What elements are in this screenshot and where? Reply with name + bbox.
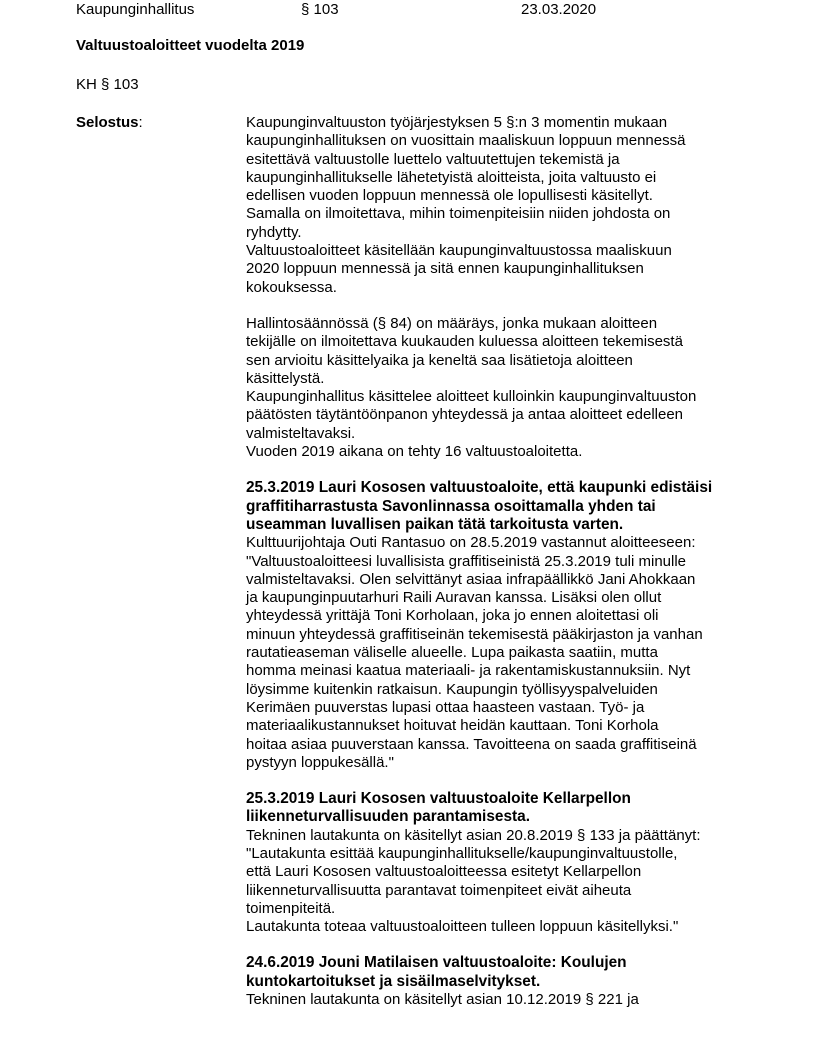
body-line: 2020 loppuun mennessä ja sitä ennen kaupunginhallituksen <box>246 260 644 278</box>
header-body: Kaupunginhallitus <box>76 1 195 18</box>
body-line: edellisen vuoden loppuun mennessä ole lopullisesti käsitellyt. <box>246 187 653 205</box>
body-line: Hallintosäännössä (§ 84) on määräys, jonka mukaan aloitteen <box>246 314 658 332</box>
body-line: päätösten täytäntöönpanon yhteydessä ja antaa aloitteet edelleen <box>246 406 684 424</box>
body-line: toimenpiteitä. <box>246 899 336 917</box>
body-line: Tekninen lautakunta on käsitellyt asian 10.12.2019 § 221 ja <box>246 991 639 1009</box>
body-line: Tekninen lautakunta on käsitellyt asian 20.8.2019 § 133 ja päättänyt: <box>246 826 701 844</box>
item-heading: graffitiharrastusta Savonlinnassa osoittamalla yhden tai <box>246 497 656 515</box>
item-heading: 25.3.2019 Lauri Kososen valtuustoaloite, että kaupunki edistäisi <box>246 479 713 497</box>
selostus-content <box>246 114 746 1009</box>
document-title: Valtuustoaloitteet vuodelta 2019 <box>76 37 305 54</box>
body-line: "Valtuustoaloitteesi luvallisista graffitiseinistä 25.3.2019 tuli minulle <box>246 552 687 570</box>
body-line: valmisteltavaksi. <box>246 424 356 442</box>
selostus-label-colon: : <box>138 114 143 131</box>
header-section: § 103 <box>301 1 339 18</box>
body-line: Kaupunginhallitus käsittelee aloitteet kulloinkin kaupunginvaltuuston <box>246 388 697 406</box>
item-heading: useamman luvallisen paikan tätä tarkoitusta varten. <box>246 515 624 533</box>
body-line: materiaalikustannukset hoituvat heidän kauttaan. Toni Korhola <box>246 717 659 735</box>
body-line: esitettävä valtuustolle luettelo valtuutettujen tekemistä ja <box>246 150 620 168</box>
body-line: Kulttuurijohtaja Outi Rantasuo on 28.5.2019 vastannut aloitteeseen: <box>246 534 696 552</box>
body-line: valmisteltavaksi. Olen selvittänyt asiaa infrapäällikkö Jani Ahokkaan <box>246 570 696 588</box>
body-line: rautatieaseman väliselle alueelle. Lupa paikasta saatiin, mutta <box>246 644 658 662</box>
section-reference: KH § 103 <box>76 76 139 93</box>
body-line: kaupunginhallitukselle lähetetyistä aloitteista, joita valtuusto ei <box>246 168 657 186</box>
body-line: hoitaa asiaa puuverstaan kanssa. Tavoitteena on saada graffitiseinä <box>246 735 697 753</box>
body-line: Samalla on ilmoitettava, mihin toimenpiteisiin niiden johdosta on <box>246 205 671 223</box>
body-line: liikenneturvallisuutta parantavat toimenpiteet eivät aiheuta <box>246 881 632 899</box>
body-line: homma meinasi kaatua materiaali- ja rakentamiskustannuksiin. Nyt <box>246 662 691 680</box>
body-line: tekijälle on ilmoitettava kuukauden kuluessa aloitteen tekemisestä <box>246 333 683 351</box>
body-line: Vuoden 2019 aikana on tehty 16 valtuustoaloitetta. <box>246 443 583 461</box>
body-line: löysimme kuitenkin ratkaisun. Kaupungin työllisyyspalveluiden <box>246 680 658 698</box>
body-line: Valtuustoaloitteet käsitellään kaupunginvaltuustossa maaliskuun <box>246 242 672 260</box>
selostus-label <box>76 114 143 131</box>
item-heading: kuntokartoitukset ja sisäilmaselvitykset. <box>246 972 541 990</box>
body-line: Kaupunginvaltuuston työjärjestyksen 5 §:n 3 momentin mukaan <box>246 114 668 131</box>
body-line: käsittelystä. <box>246 369 325 387</box>
body-line: sen arvioitu käsittelyaika ja keneltä saa lisätietoja aloitteen <box>246 351 633 369</box>
body-line: Lautakunta toteaa valtuustoaloitteen tulleen loppuun käsitellyksi." <box>246 918 679 936</box>
body-line: yhteydessä yrittäjä Toni Korholaan, joka jo ennen aloitettasi oli <box>246 607 659 625</box>
selostus-label-text: Selostus <box>76 114 139 131</box>
body-line: "Lautakunta esittää kaupunginhallitukselle/kaupunginvaltuustolle, <box>246 844 678 862</box>
item-heading: 25.3.2019 Lauri Kososen valtuustoaloite Kellarpellon <box>246 790 631 808</box>
body-line: ja kaupunginpuutarhuri Raili Auravan kanssa. Lisäksi olen ollut <box>246 589 662 607</box>
body-line: ryhdytty. <box>246 223 302 241</box>
body-line: pystyyn loppukesällä." <box>246 753 394 771</box>
item-heading: 24.6.2019 Jouni Matilaisen valtuustoaloite: Koulujen <box>246 954 627 972</box>
header-date: 23.03.2020 <box>521 1 597 18</box>
body-line: että Lauri Kososen valtuustoaloitteessa esitetyt Kellarpellon <box>246 863 642 881</box>
body-line: kokouksessa. <box>246 278 337 296</box>
body-line: minuun yhteydessä graffitiseinän tekemisestä pääkirjaston ja vanhan <box>246 625 703 643</box>
body-line: Kerimäen puuverstas lupasi ottaa haasteen vastaan. Työ- ja <box>246 698 645 716</box>
item-heading: liikenneturvallisuuden parantamisesta. <box>246 808 530 826</box>
body-line: kaupunginhallituksen on vuosittain maaliskuun loppuun mennessä <box>246 132 686 150</box>
